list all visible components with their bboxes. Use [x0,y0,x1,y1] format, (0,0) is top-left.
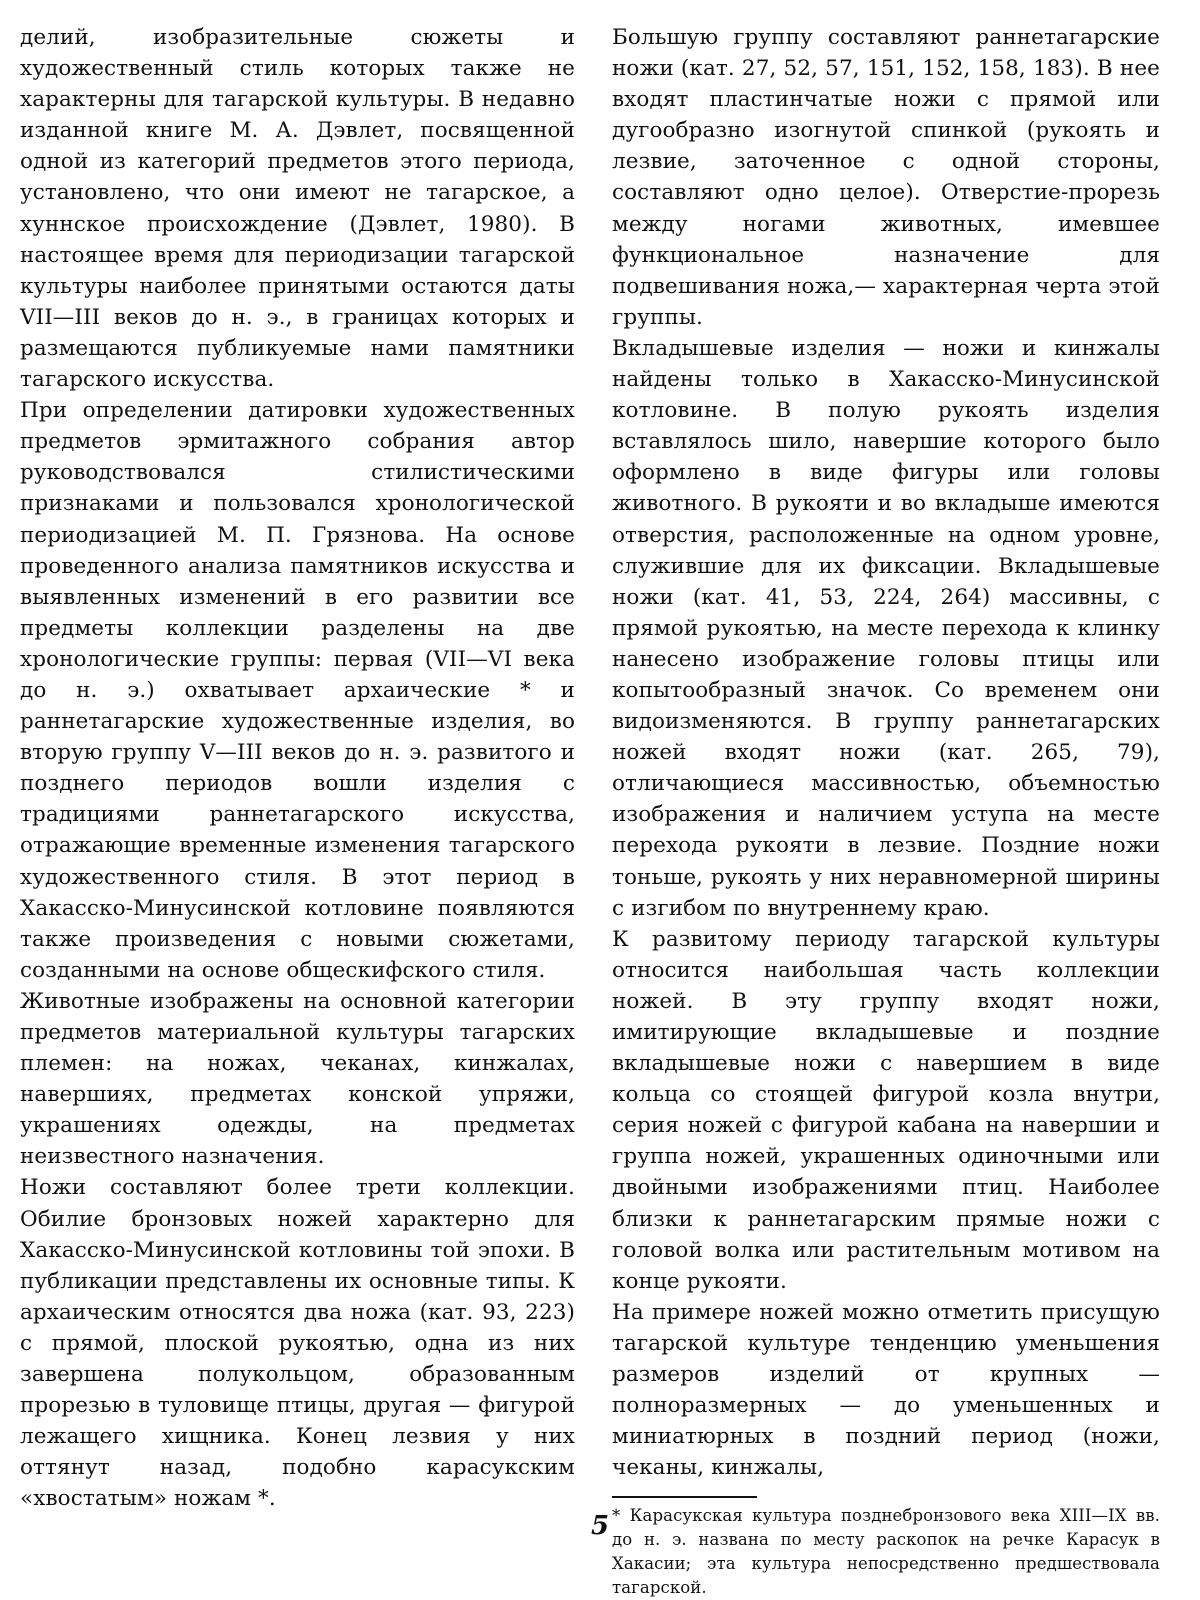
paragraph-insert-knives: Вкладышевые изделия — ножи и кинжалы найдены только в Хакасско-Минусинской котловине. В полую рукоять изделия вставлялось шило, навершие которого было оформлено в виде фигуры или головы животного. В рукояти и во вкладыше имеются отверстия, расположенные на одном уровне, служившие для их фиксации. Вкладышевые ножи (кат. 41, 53, 224, 264) массивны, с прямой рукоятью, на месте перехода к клинку нанесено изображение головы птицы или копытообразный значок. Со временем они видоизменяются. В группу раннетагарских ножей входят ножи (кат. 265, 79), отличающиеся массивностью, объемностью изображения и наличием уступа на месте перехода рукояти в лезвие. Поздние ножи тоньше, рукоять у них неравномерной ширины с изгибом по внутреннему краю. [612,335,1160,921]
left-column [20,22,575,1515]
paragraph-developed-period: К развитому периоду тагарской культуры относится наибольшая часть коллекции ножей. В эту группу входят ножи, имитирующие вкладышевые и поздние вкладышевые ножи с навершием в виде кольца со стоящей фигурой козла внутри, серия ножей с фигурой кабана на навершии и группа ножей, украшенных одиночными или двойными изображениями птиц. Наиболее близки к раннетагарским прямые ножи с головой волка или растительным мотивом на конце рукояти. [612,926,1160,1294]
paragraph-knives-archaic: Ножи составляют более трети коллекции. Обилие бронзовых ножей характерно для Хакасско-Минусинской котловины той эпохи. В публикации представлены их основные типы. К архаическим относятся два ножа (кат. 93, 223) с прямой, плоской рукоятью, одна из них завершена полукольцом, образованным прорезью в туловище птицы, другая — фигурой лежащего хищника. Конец лезвия у них оттянут назад, подобно карасукским «хвостатым» ножам *. [20,1175,575,1512]
paragraph-size-reduction: На примере ножей можно отметить присущую тагарской культуре тенденцию уменьшения размеров изделий от крупных — полноразмерных — до уменьшенных и миниатюрных в поздний период (ножи, чеканы, кинжалы, [612,1299,1160,1481]
paragraph-animal-depictions: Животные изображены на основной категории предметов материальной культуры тагарских племен: на ножах, чеканах, кинжалах, навершиях, предметах конской упряжи, украшениях одежды, на предметах неизвестного назначения. [20,988,575,1170]
page-number: 5 [590,1511,610,1541]
paragraph-chronology-groups: При определении датировки художественных предметов эрмитажного собрания автор руководствовался стилистическими признаками и пользовался хронологической периодизацией М. П. Грязнова. На основе проведенного анализа памятников искусства и выявленных изменений в его развитии все предметы коллекции разделены на две хронологические группы: первая (VII—VI века до н. э.) охватывает архаические * и раннетагарские художественные изделия, во вторую группу V—III веков до н. э. развитого и позднего периодов вошли изделия с традициями раннетагарского искусства, отражающие временные изменения тагарского художественного стиля. В этот период в Хакасско-Минусинской котловине появляются также произведения с новыми сюжетами, созданными на основе общескифского стиля. [20,398,575,983]
right-column [612,22,1160,1600]
paragraph-early-tagar-knives: Большую группу составляют раннетагарские ножи (кат. 27, 52, 57, 151, 152, 158, 183). В нее входят пластинчатые ножи с прямой или дугообразно изогнутой спинкой (рукоять и лезвие, заточенное с одной стороны, составляют одно целое). Отверстие-прорезь между ногами животных, имевшее функциональное назначение для подвешивания ножа,— характерная черта этой группы. [612,25,1160,330]
footnote: * Карасукская культура позднебронзового века XIII—IX вв. до н. э. названа по месту раскопок на речке Карасук в Хакасии; эта культура непосредственно предшествовала тагарской. [612,1506,1160,1598]
footnote-divider [612,1496,757,1498]
paragraph-dating-overview: делий, изобразительные сюжеты и художественный стиль которых также не характерны для тагарской культуры. В недавно изданной книге М. А. Дэвлет, посвященной одной из категорий предметов этого периода, установлено, что они имеют не тагарское, а хуннское происхождение (Дэвлет, 1980). В настоящее время для периодизации тагарской культуры наиболее принятыми остаются даты VII—III веков до н. э., в границах которых и размещаются публикуемые нами памятники тагарского искусства. [20,25,575,393]
